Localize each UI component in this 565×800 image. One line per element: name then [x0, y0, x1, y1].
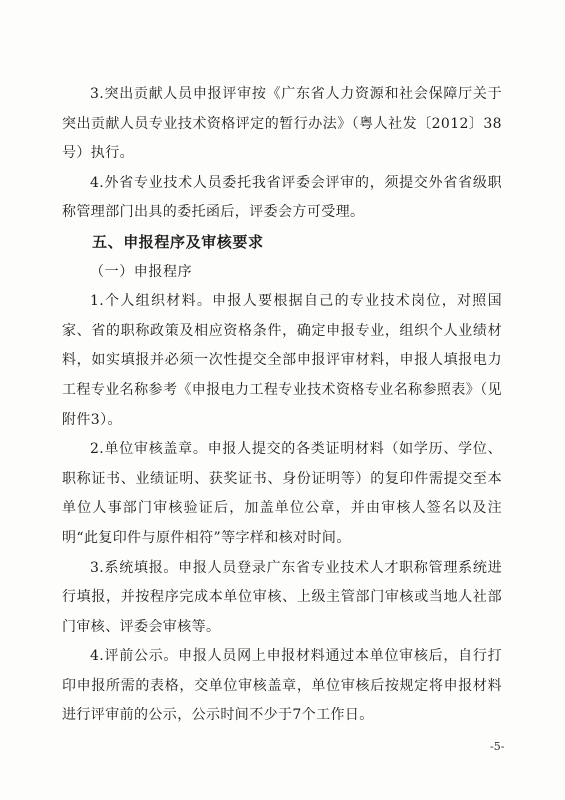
step-system-filing: 3.系统填报。申报人员登录广东省专业技术人才职称管理系统进行填报，并按程序完成本单位审核、上级主管部门审核或当地人社部门审核、评委会审核等。: [62, 559, 502, 635]
paragraph-outstanding-contributors: 3.突出贡献人员申报评审按《广东省人力资源和社会保障厅关于突出贡献人员专业技术资格评定的暂行办法》（粤人社发〔2012〕38号）执行。: [62, 86, 502, 162]
step-unit-review: 2.单位审核盖章。申报人提交的各类证明材料（如学历、学位、职称证书、业绩证明、获奖证书、身份证明等）的复印件需提交至本单位人事部门审核验证后，加盖单位公章，并由审核人签名以及注明“此复印件与原件相符”等字样和核对时间。: [62, 441, 502, 546]
step-pre-review-publicity: 4.评前公示。申报人员网上申报材料通过本单位审核后，自行打印申报所需的表格，交单位审核盖章，单位审核后按规定将申报材料进行评审前的公示，公示时间不少于7个工作日。: [62, 648, 502, 724]
page-number: -5-: [490, 740, 505, 753]
subsection-heading: （一）申报程序: [90, 263, 193, 280]
paragraph-out-of-province: 4.外省专业技术人员委托我省评委会评审的，须提交外省省级职称管理部门出具的委托函后，评委会方可受理。: [62, 174, 502, 221]
step-organize-materials: 1.个人组织材料。申报人要根据自己的专业技术岗位，对照国家、省的职称政策及相应资格条件，确定申报专业，组织个人业绩材料，如实填报并必须一次性提交全部申报评审材料，申报人填报电力工程专业名称参考《申报电力工程专业技术资格专业名称参照表》（见附件3）。: [62, 293, 502, 428]
section-heading: 五、申报程序及审核要求: [92, 232, 264, 251]
document-body: [62, 80, 502, 731]
